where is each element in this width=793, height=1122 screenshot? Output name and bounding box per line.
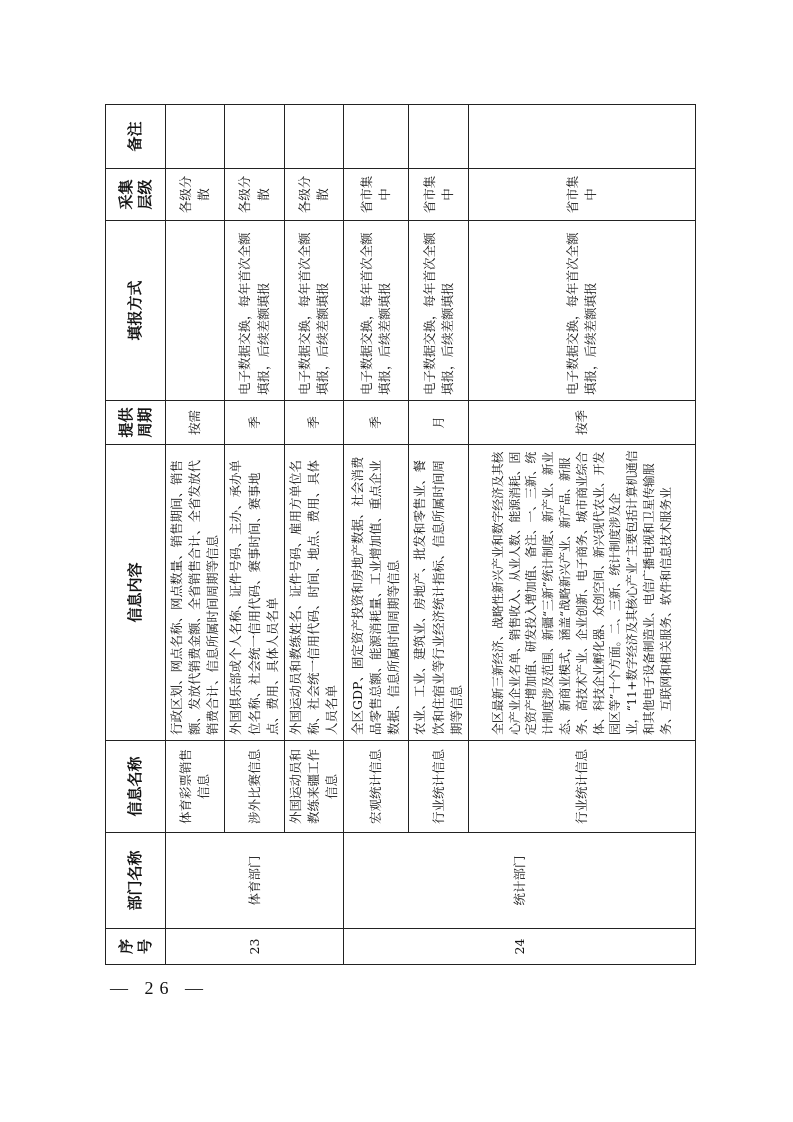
note <box>409 105 469 169</box>
info-name: 涉外比赛信息 <box>225 741 284 833</box>
period: 季 <box>225 401 284 445</box>
header-level: 采集层级 <box>106 169 166 221</box>
info-content: 农业、工业、建筑业、房地产、批发和零售业、餐饮和住宿业等行业经济统计指标、信息所属时间周期等信息 <box>409 445 469 741</box>
header-name: 信息名称 <box>106 741 166 833</box>
level: 各级分散 <box>284 169 343 221</box>
period: 月 <box>409 401 469 445</box>
header-period: 提供周期 <box>106 401 166 445</box>
method <box>166 221 225 401</box>
note <box>166 105 225 169</box>
method: 电子数据交换，每年首次全额填报，后续差额填报 <box>409 221 469 401</box>
table-row <box>166 105 225 965</box>
info-name: 体育彩票销售信息 <box>166 741 225 833</box>
header-note: 备注 <box>106 105 166 169</box>
info-name: 外国运动员和教练来疆工作信息 <box>284 741 343 833</box>
level: 省市集中 <box>409 169 469 221</box>
info-content: 外国运动员和教练姓名、证件号码、雇用方单位名称、社会统一信用代码、时间、地点、费用、具体人员名单 <box>284 445 343 741</box>
note <box>225 105 284 169</box>
level: 省市集中 <box>469 169 696 221</box>
header-row <box>106 105 166 965</box>
method: 电子数据交换，每年首次全额填报，后续差额填报 <box>284 221 343 401</box>
info-table <box>105 104 696 965</box>
note <box>284 105 343 169</box>
page-number: — 26 — <box>110 978 209 998</box>
dept-name: 统计部门 <box>344 833 696 929</box>
method: 电子数据交换，每年首次全额填报，后续差额填报 <box>469 221 696 401</box>
info-content: 行政区划、网点名称、网点数量、销售期间、销售额、发放代销费金额、全省销售合计、全省发放代销费合计、信息所属时间周期等信息 <box>166 445 225 741</box>
header-dept: 部门名称 <box>106 833 166 929</box>
row-no: 24 <box>344 929 696 965</box>
info-name: 行业统计信息 <box>409 741 469 833</box>
info-content: 全区最新三新经济、战略性新兴产业和数字经济及其核心产业企业名单、销售收入、从业人数、能源消耗、固定资产增加值、研发投入增加值、备注、一、三新、统计制度涉及范围、新疆“三新”统计制度、新产业、新业态、新商业模式，涵盖“战略新兴产业、新产品、新服务、高技术产业、企业创新、电子商务、城市商业综合体、科技企业孵化器、众创空间、新兴现代农业、开发园区等”十个方面。二、三新、统计制度涉及企业，“11+数字经济及其核心产业”主要包括计算机通信和其他电子设备制造业、电信广播电视和卫星传输服务、互联网和相关服务、软件和信息技术服务业 <box>469 445 696 741</box>
note <box>344 105 409 169</box>
period: 季 <box>284 401 343 445</box>
header-method: 填报方式 <box>106 221 166 401</box>
info-name: 宏观统计信息 <box>344 741 409 833</box>
period: 季 <box>344 401 409 445</box>
level: 各级分散 <box>225 169 284 221</box>
method: 电子数据交换，每年首次全额填报，后续差额填报 <box>344 221 409 401</box>
note <box>469 105 696 169</box>
dept-name: 体育部门 <box>166 833 344 929</box>
method: 电子数据交换，每年首次全额填报，后续差额填报 <box>225 221 284 401</box>
header-content: 信息内容 <box>106 445 166 741</box>
info-name: 行业统计信息 <box>469 741 696 833</box>
rotated-page <box>105 105 688 965</box>
table-row <box>344 105 409 965</box>
period: 按季 <box>469 401 696 445</box>
info-content: 外国俱乐部或个人名称、证件号码、主办、承办单位名称、社会统一信用代码、赛事时间、赛事地点、费用、具体人员名单 <box>225 445 284 741</box>
level: 各级分散 <box>166 169 225 221</box>
row-no: 23 <box>166 929 344 965</box>
header-no: 序号 <box>106 929 166 965</box>
period: 按需 <box>166 401 225 445</box>
info-content: 全区GDP、固定资产投资和房地产数据、社会消费品零售总额、能源消耗量、工业增加值、重点企业数据、信息所属时间周期等信息 <box>344 445 409 741</box>
level: 省市集中 <box>344 169 409 221</box>
